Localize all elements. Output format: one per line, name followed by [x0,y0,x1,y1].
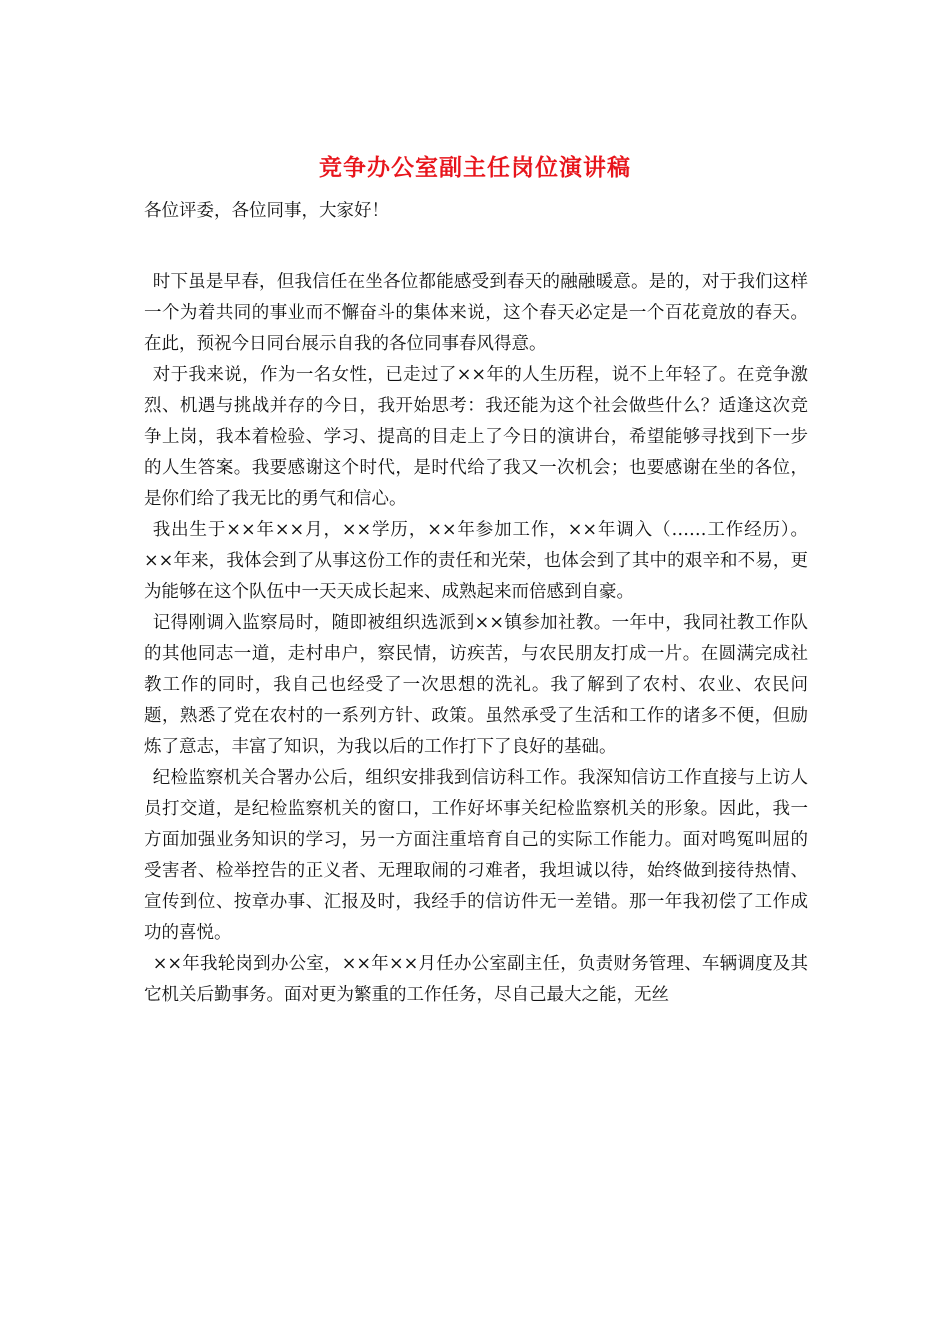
paragraph-1: 时下虽是早春，但我信任在坐各位都能感受到春天的融融暖意。是的，对于我们这样一个为着共同的事业而不懈奋斗的集体来说，这个春天必定是一个百花竟放的春天。在此，预祝今日同台展示自我的各位同事春风得意。 [144,272,808,354]
paragraph-4: 记得刚调入监察局时，随即被组织选派到××镇参加社教。一年中，我同社教工作队的其他同志一道，走村串户，察民情，访疾苦，与农民朋友打成一片。在圆满完成社教工作的同时，我自己也经受了一次思想的洗礼。我了解到了农村、农业、农民问题，熟悉了党在农村的一系列方针、政策。虽然承受了生活和工作的诸多不便，但励炼了意志，丰富了知识，为我以后的工作打下了良好的基础。 [144,613,808,757]
document-body [144,196,808,1011]
document-title: 竞争办公室副主任岗位演讲稿 [319,154,631,181]
blank-line [144,227,808,267]
paragraph-3: 我出生于××年××月，××学历，××年参加工作，××年调入（……工作经历）。××年来，我体会到了从事这份工作的责任和光荣，也体会到了其中的艰辛和不易，更为能够在这个队伍中一天天成长起来、成熟起来而倍感到自豪。 [144,520,808,602]
paragraph-6: ××年我轮岗到办公室，××年××月任办公室副主任，负责财务管理、车辆调度及其它机关后勤事务。面对更为繁重的工作任务，尽自己最大之能，无丝 [144,954,808,1005]
paragraph-5: 纪检监察机关合署办公后，组织安排我到信访科工作。我深知信访工作直接与上访人员打交道，是纪检监察机关的窗口，工作好坏事关纪检监察机关的形象。因此，我一方面加强业务知识的学习，另一方面注重培育自己的实际工作能力。面对鸣冤叫屈的受害者、检举控告的正义者、无理取闹的刁难者，我坦诚以待，始终做到接待热情、宣传到位、按章办事、汇报及时，我经手的信访件无一差错。那一年我初偿了工作成功的喜悦。 [144,768,808,943]
paragraph-2: 对于我来说，作为一名女性，已走过了××年的人生历程，说不上年轻了。在竞争激烈、机遇与挑战并存的今日，我开始思考：我还能为这个社会做些什么？适逢这次竞争上岗，我本着检验、学习、提高的目走上了今日的演讲台，希望能够寻找到下一步的人生答案。我要感谢这个时代，是时代给了我又一次机会；也要感谢在坐的各位，是你们给了我无比的勇气和信心。 [144,365,808,509]
greeting-line: 各位评委，各位同事，大家好！ [144,201,389,221]
